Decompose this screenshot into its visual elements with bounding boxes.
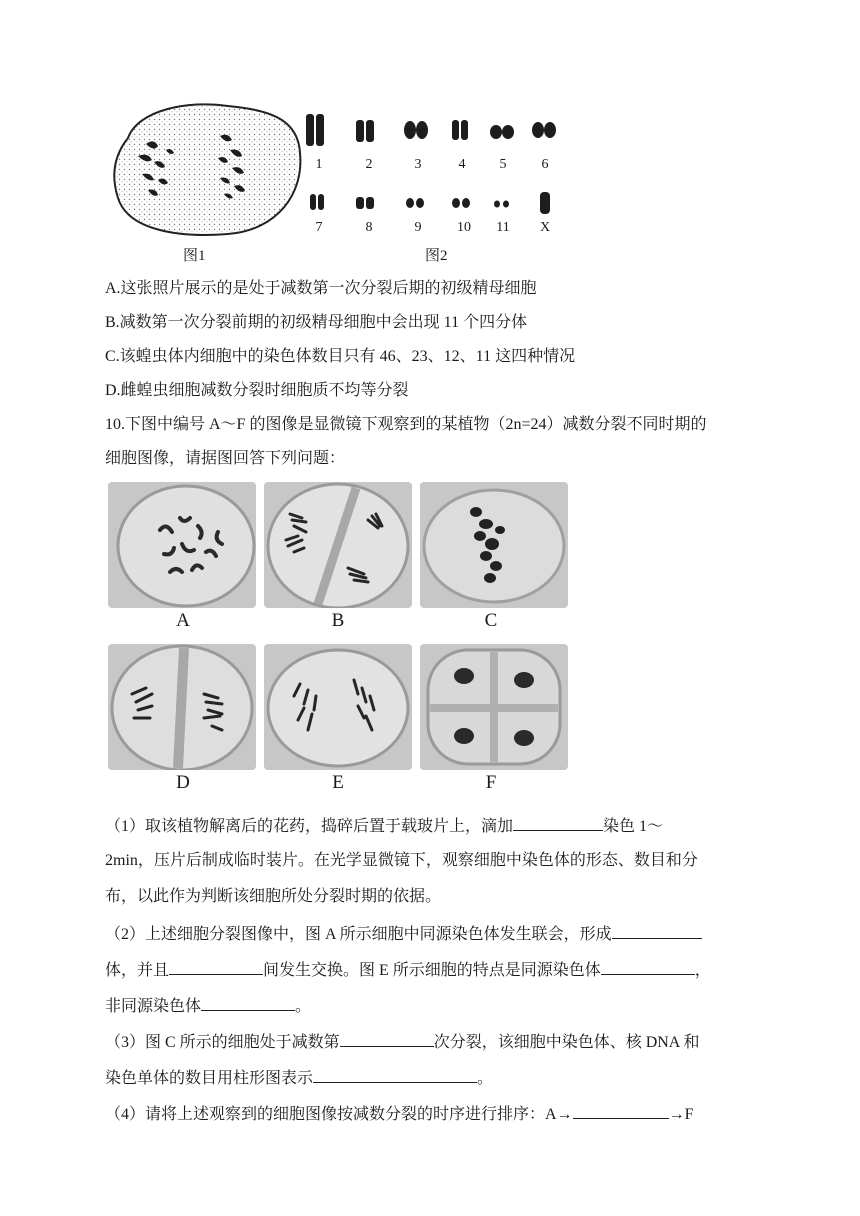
answer-blank-3[interactable]: [169, 958, 263, 975]
answer-blank-4[interactable]: [601, 958, 695, 975]
micrograph-b-image: [264, 482, 412, 608]
sub3-text-a: （3）图 C 所示的细胞处于减数第: [105, 1034, 340, 1051]
karyotype-label: 5: [499, 157, 507, 172]
sub2-text-a: （2）上述细胞分裂图像中，图 A 所示细胞中同源染色体发生联会，形成: [105, 926, 612, 943]
option-a: A.这张照片展示的是处于减数第一次分裂后期的初级精母细胞: [105, 280, 537, 297]
micrograph-f-image: [420, 644, 568, 770]
karyotype-label: 4: [458, 157, 466, 172]
karyotype-chromosomes: [300, 108, 570, 238]
sub2-text-f: 。: [295, 998, 312, 1015]
sub2-text-d: ，: [694, 962, 711, 979]
answer-blank-6[interactable]: [340, 1030, 434, 1047]
sub-question-2-line3: [105, 994, 311, 1018]
question-10-line1: 10.下图中编号 A～F 的图像是显微镜下观察到的某植物（2n=24）减数分裂不同时期的: [105, 416, 707, 433]
figure-1-caption: 图1: [183, 248, 206, 264]
question-10-line2: 细胞图像，请据图回答下列问题：: [105, 450, 346, 467]
panel-label-c: C: [484, 610, 498, 631]
panel-label-e: E: [332, 772, 344, 793]
karyotype-label: 1: [315, 157, 323, 172]
micrograph-d-image: [108, 644, 256, 770]
micrograph-b: [264, 482, 412, 608]
sub-question-1-line3: 布，以此作为判断该细胞所处分裂时期的依据。: [105, 888, 442, 905]
micrograph-d: [108, 644, 256, 770]
karyotype-label: 6: [541, 157, 549, 172]
sub-question-2-line2: [105, 958, 711, 982]
micrograph-f: [420, 644, 568, 770]
micrograph-e: [264, 644, 412, 770]
answer-blank-2[interactable]: [612, 922, 702, 939]
sub3-text-c: 染色单体的数目用柱形图表示: [105, 1070, 314, 1087]
sub-question-1-line2: 2min，压片后制成临时装片。在光学显微镜下，观察细胞中染色体的形态、数目和分: [105, 852, 698, 869]
sub-question-4-line1: [105, 1102, 693, 1126]
figure-1: [108, 98, 308, 238]
panel-label-f: F: [485, 772, 497, 793]
answer-blank-5[interactable]: [201, 994, 295, 1011]
panel-label-a: A: [176, 610, 190, 631]
sub4-text-a: （4）请将上述观察到的细胞图像按减数分裂的时序进行排序：A→: [105, 1106, 573, 1123]
karyotype-label: 7: [315, 220, 323, 235]
option-b: B.减数第一次分裂前期的初级精母细胞中会出现 11 个四分体: [105, 314, 528, 331]
sub2-text-e: 非同源染色体: [105, 998, 202, 1015]
sub-question-1-line1: [105, 814, 663, 838]
panel-label-d: D: [176, 772, 190, 793]
sub-question-3-line2: [105, 1066, 493, 1090]
answer-blank-8[interactable]: [573, 1102, 669, 1119]
answer-blank-1[interactable]: [513, 814, 603, 831]
micrograph-a: [108, 482, 256, 608]
sub2-text-b: 体，并且: [105, 962, 170, 979]
cell-drawing: [108, 98, 308, 238]
karyotype-label: 3: [414, 157, 422, 172]
sub1-text-a: （1）取该植物解离后的花药，捣碎后置于载玻片上，滴加: [105, 818, 514, 835]
micrograph-c-image: [420, 482, 568, 608]
karyotype-label: 9: [414, 220, 422, 235]
answer-blank-7[interactable]: [313, 1066, 477, 1083]
karyotype-label: 2: [365, 157, 373, 172]
micrograph-c: [420, 482, 568, 608]
karyotype-label: 11: [496, 220, 510, 235]
karyotype-label: 8: [365, 220, 373, 235]
panel-label-b: B: [331, 610, 345, 631]
karyotype-label: X: [539, 220, 551, 235]
option-d: D.雌蝗虫细胞减数分裂时细胞质不均等分裂: [105, 382, 409, 399]
sub1-text-b: 染色 1～: [603, 818, 664, 835]
sub-question-2-line1: [105, 922, 702, 946]
sub3-text-d: 。: [477, 1070, 494, 1087]
micrograph-a-image: [108, 482, 256, 608]
sub2-text-c: 间发生交换。图 E 所示细胞的特点是同源染色体: [263, 962, 601, 979]
sub-question-3-line1: [105, 1030, 699, 1054]
sub4-text-b: →F: [668, 1106, 694, 1123]
sub3-text-b: 次分裂，该细胞中染色体、核 DNA 和: [433, 1034, 700, 1051]
micrograph-e-image: [264, 644, 412, 770]
karyotype-label: 10: [457, 220, 471, 235]
figure-2-karyotype: [300, 108, 570, 238]
figure-2-caption: 图2: [425, 248, 448, 264]
option-c: C.该蝗虫体内细胞中的染色体数目只有 46、23、12、11 这四种情况: [105, 348, 576, 365]
